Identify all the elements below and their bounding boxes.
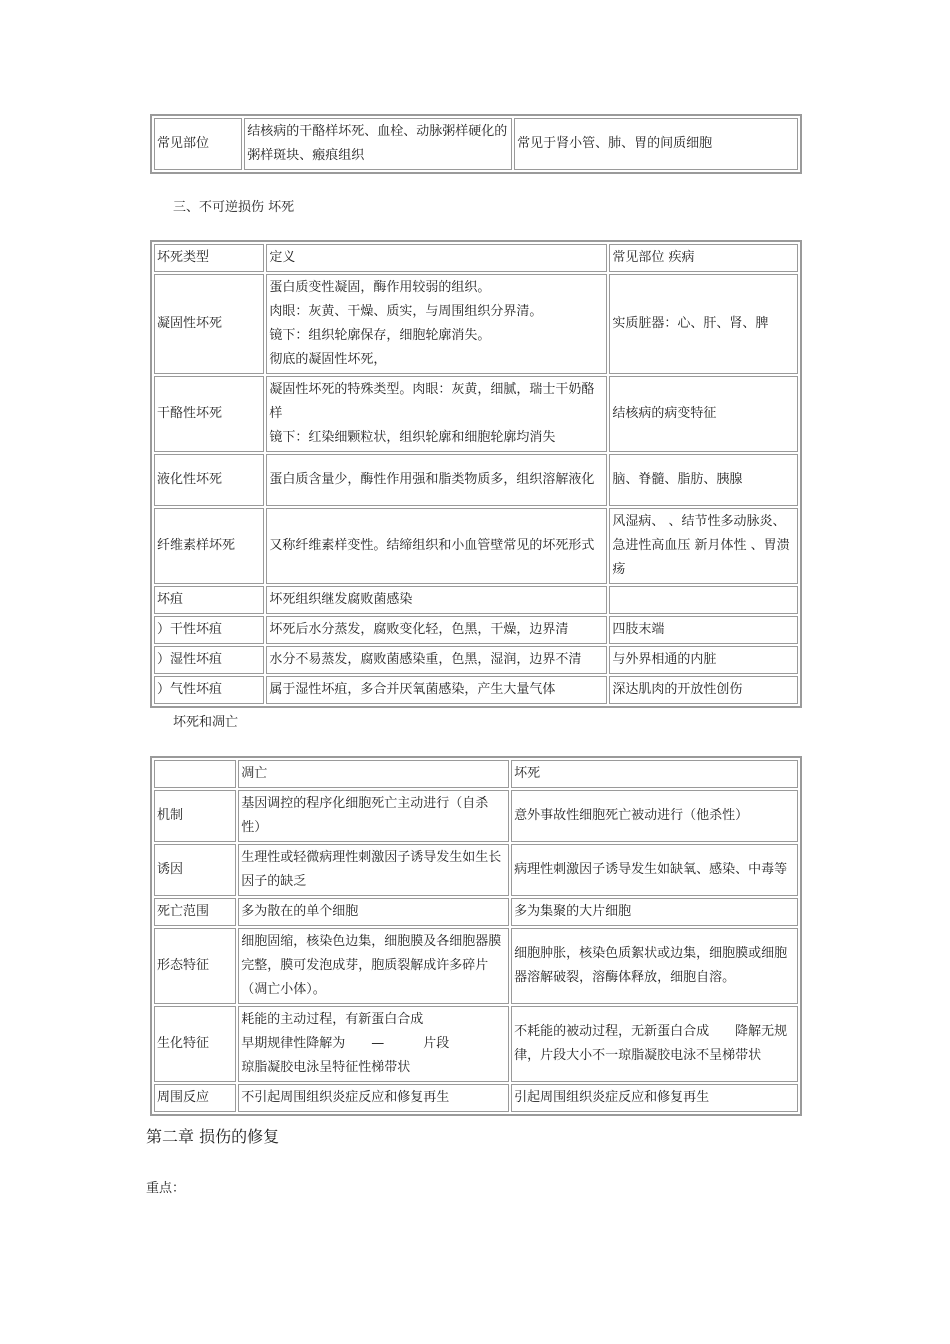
table-header-row [154,244,798,272]
table-row [154,898,798,926]
row-label: 周围反应 [154,1084,236,1112]
apoptosis-cell: 多为散在的单个细胞 [238,898,509,926]
column-header: 定义 [266,244,607,272]
site-cell: 深达肌肉的开放性创伤 [609,676,798,704]
type-cell: ）湿性坏疽 [154,646,264,674]
section-title: 三、不可逆损伤 坏死 [173,200,295,215]
necrosis-cell: 多为集聚的大片细胞 [511,898,798,926]
site-cell: 脑、脊髓、脂肪、胰腺 [609,454,798,506]
apoptosis-line: 耗能的主动过程，有新蛋白合成 [241,1012,424,1027]
table-row [154,616,798,644]
site-cell: 四肢末端 [609,616,798,644]
site-cell: 与外界相通的内脏 [609,646,798,674]
site-cell: 实质脏器：心、肝、肾、脾 [609,274,798,374]
apoptosis-cell [238,1006,509,1082]
necrosis-cell: 病理性刺激因子诱导发生如缺氧、感染、中毒等 [511,844,798,896]
column-header: 坏死类型 [154,244,264,272]
type-cell: ）气性坏疽 [154,676,264,704]
apoptosis-line: 早期规律性降解为 — 片段 [241,1036,450,1051]
table-row [154,118,798,170]
necrosis-cell: 不耗能的被动过程，无新蛋白合成 降解无规律，片段大小不一琼脂凝胶电泳不呈梯带状 [511,1006,798,1082]
definition-line: 凝固性坏死的特殊类型。肉眼：灰黄，细腻，瑞士干奶酪样 [269,382,595,421]
necrosis-cell: 引起周围组织炎症反应和修复再生 [511,1084,798,1112]
site-table [150,114,802,174]
necrosis-table [150,240,802,708]
type-cell: 液化性坏死 [154,454,264,506]
column-header [154,760,236,788]
apoptosis-cell: 生理性或轻微病理性刺激因子诱导发生如生长因子的缺乏 [238,844,509,896]
row-label: 诱因 [154,844,236,896]
definition-cell: 蛋白质含量少，酶性作用强和脂类物质多，组织溶解液化 [266,454,607,506]
row-label: 机制 [154,790,236,842]
definition-line: 镜下：红染细颗粒状，组织轮廓和细胞轮廓均消失 [269,430,556,445]
table-row [154,454,798,506]
definition-line: 蛋白质变性凝固，酶作用较弱的组织。 [269,280,491,295]
comparison-table [150,756,802,1116]
section-title: 坏死和凋亡 [173,715,239,730]
table-row [154,1084,798,1112]
type-cell: 坏疽 [154,586,264,614]
definition-cell: 属于湿性坏疽，多合并厌氧菌感染，产生大量气体 [266,676,607,704]
type-cell: 纤维素样坏死 [154,508,264,584]
necrosis-cell: 细胞肿胀，核染色质絮状或边集，细胞膜或细胞器溶解破裂，溶酶体释放，细胞自溶。 [511,928,798,1004]
necrosis-cell: 意外事故性细胞死亡被动进行（他杀性） [511,790,798,842]
site-cell: 结核病的病变特征 [609,376,798,452]
table-row [154,790,798,842]
row-label: 死亡范围 [154,898,236,926]
apoptosis-cell: 细胞固缩，核染色边集，细胞膜及各细胞器膜完整，膜可发泡成芽，胞质裂解成许多碎片（凋亡小体）。 [238,928,509,1004]
apoptosis-line: 琼脂凝胶电泳呈特征性梯带状 [241,1060,411,1075]
key-points-label: 重点： [146,1181,186,1196]
table-row [154,1006,798,1082]
table-cell: 结核病的干酪样坏死、血栓、动脉粥样硬化的粥样斑块、瘢痕组织 [244,118,512,170]
definition-line: 镜下：组织轮廓保存，细胞轮廓消失。 [269,328,491,343]
table-row [154,508,798,584]
definition-line: 彻底的凝固性坏死， [269,352,387,367]
type-cell: ）干性坏疽 [154,616,264,644]
table-row [154,928,798,1004]
column-header: 常见部位 疾病 [609,244,798,272]
type-cell: 凝固性坏死 [154,274,264,374]
table-row [154,844,798,896]
column-header: 坏死 [511,760,798,788]
chapter-title: 第二章 损伤的修复 [146,1127,280,1146]
row-label: 形态特征 [154,928,236,1004]
table-cell: 常见于肾小管、肺、胃的间质细胞 [514,118,798,170]
table-row [154,376,798,452]
definition-cell [266,274,607,374]
table-cell: 常见部位 [154,118,242,170]
row-label: 生化特征 [154,1006,236,1082]
site-cell: 风湿病、 、结节性多动脉炎、急进性高血压 新月体性 、胃溃疡 [609,508,798,584]
type-cell: 干酪性坏死 [154,376,264,452]
column-header: 凋亡 [238,760,509,788]
definition-line: 肉眼：灰黄、干燥、质实，与周围组织分界清。 [269,304,543,319]
apoptosis-cell: 不引起周围组织炎症反应和修复再生 [238,1084,509,1112]
table-row [154,586,798,614]
definition-cell: 水分不易蒸发，腐败菌感染重，色黑，湿润，边界不清 [266,646,607,674]
table-row [154,676,798,704]
apoptosis-cell: 基因调控的程序化细胞死亡主动进行（自杀性） [238,790,509,842]
table-row [154,274,798,374]
table-header-row [154,760,798,788]
definition-cell: 坏死后水分蒸发，腐败变化轻，色黑，干燥，边界清 [266,616,607,644]
definition-cell: 又称纤维素样变性。结缔组织和小血管壁常见的坏死形式 [266,508,607,584]
definition-cell: 坏死组织继发腐败菌感染 [266,586,607,614]
table-row [154,646,798,674]
definition-cell [266,376,607,452]
site-cell [609,586,798,614]
